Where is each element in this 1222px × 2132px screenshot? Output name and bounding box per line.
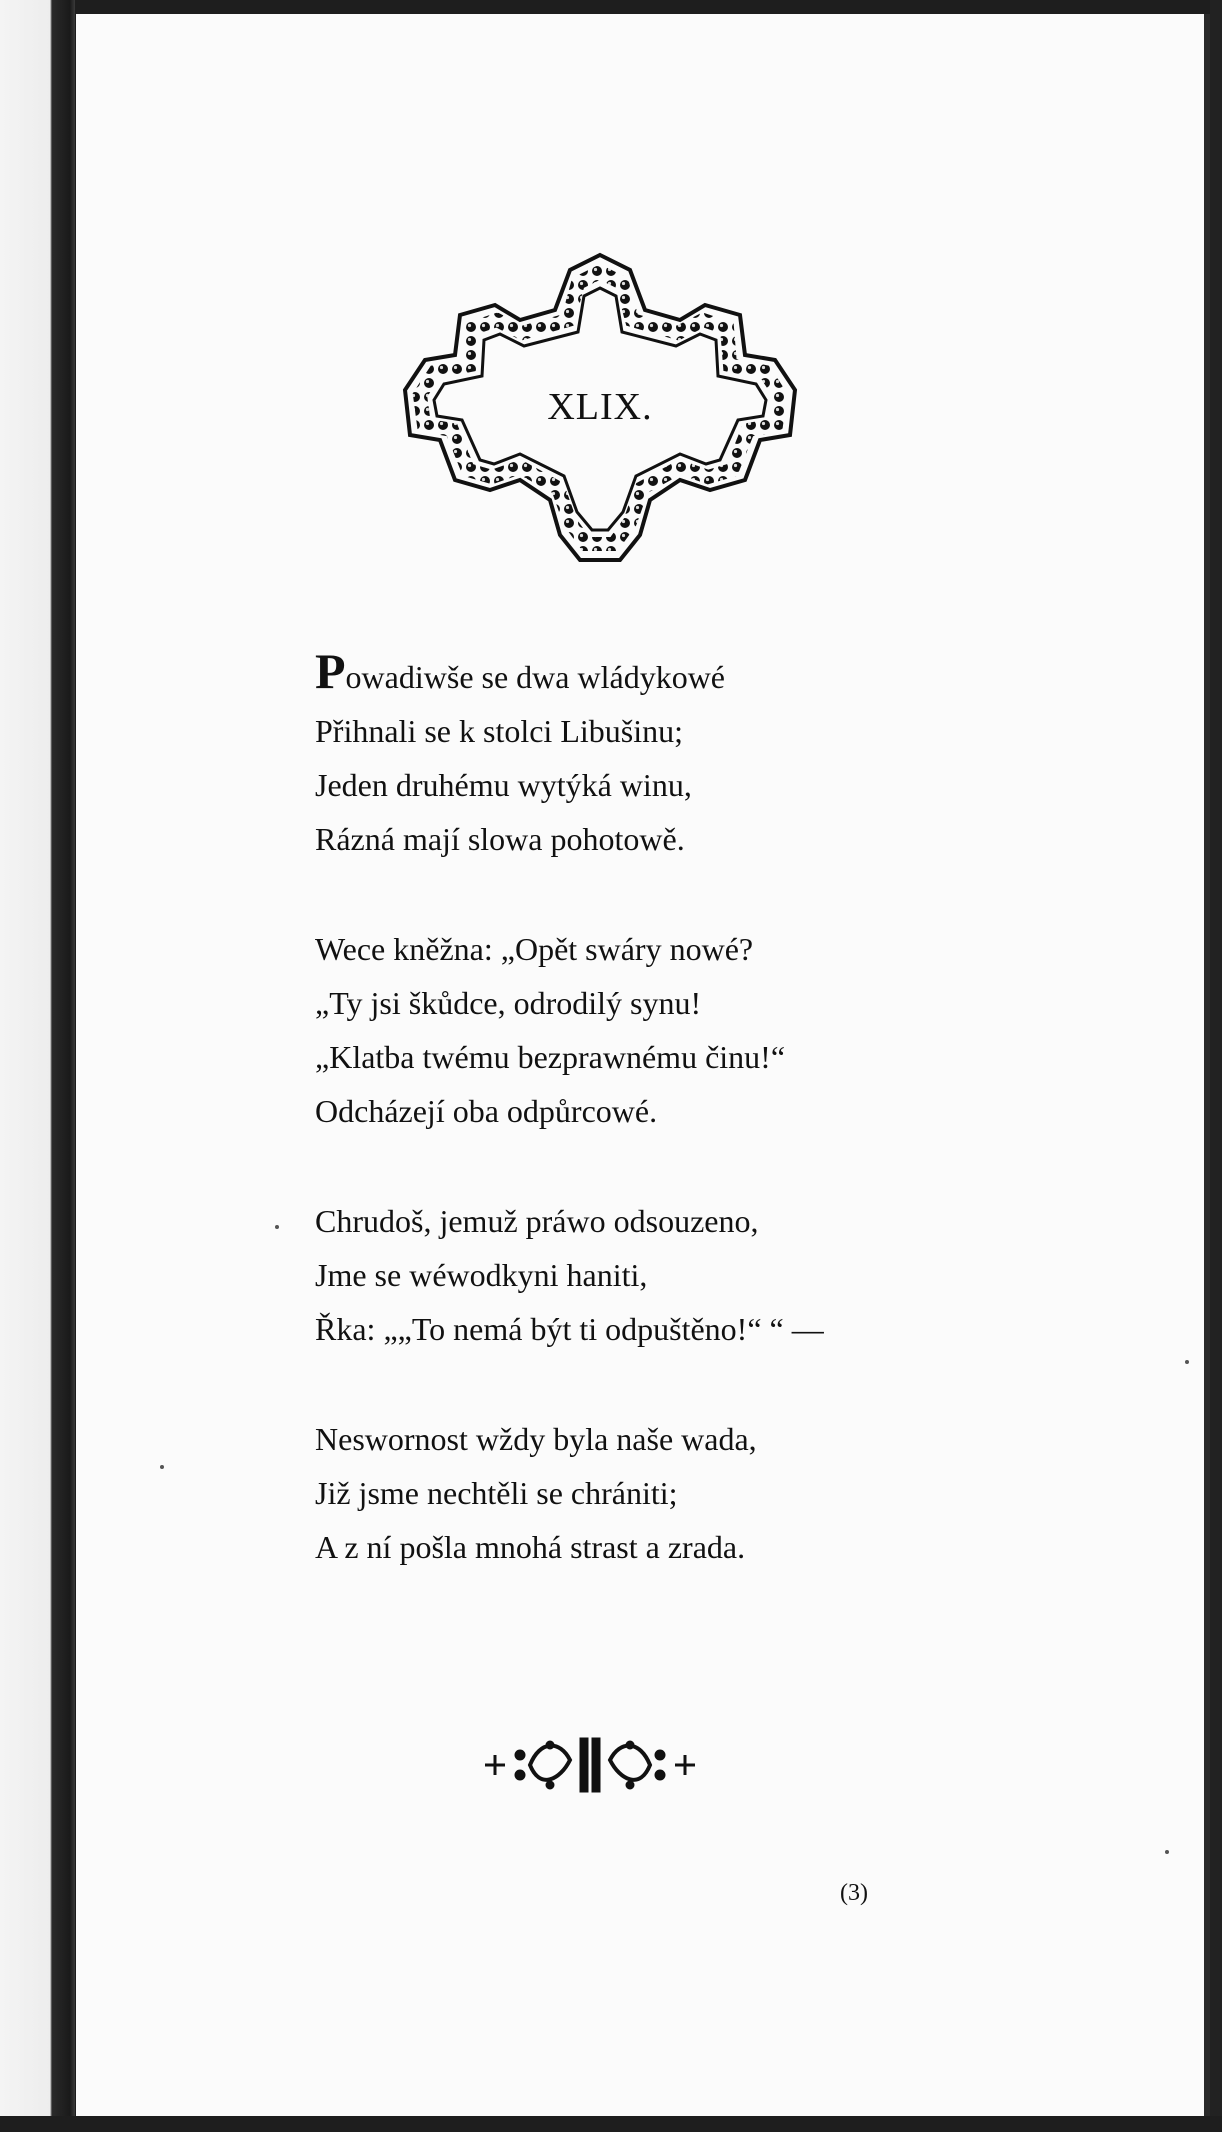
tailpiece-ornament [480,1730,700,1800]
poem-line: Odcházejí oba odpůrcowé. [315,1093,658,1129]
stanza-2 [315,922,1035,1138]
poem-line: Již jsme nechtěli se chrániti; [315,1475,678,1511]
poem-line: Jeden druhému wytýká winu, [315,767,692,803]
stanza-4 [315,1412,1035,1574]
poem-line: Řka: „„To nemá být ti odpuštěno!“ “ — [315,1311,824,1347]
scan-top-edge [0,0,1222,14]
scan-speck [160,1465,164,1469]
book-binding [0,0,75,2132]
scan-speck [1165,1850,1169,1854]
poem-line: Jme se wéwodkyni haniti, [315,1257,648,1293]
poem-line-text: owadiwše se dwa wládykowé [345,659,725,695]
page-number: (3) [840,1880,868,1906]
floral-tailpiece-ornament-icon [480,1730,700,1800]
poem-line [315,643,1035,704]
poem-line: A z ní pošla mnohá strast a zrada. [315,1529,746,1565]
poem-line: Chrudoš, jemuž práwo odsouzeno, [315,1203,759,1239]
poem-line: Neswornost wždy byla naše wada, [315,1421,757,1457]
scan-speck [275,1225,279,1229]
poem-line: Wece kněžna: „Opět swáry nowé? [315,931,754,967]
poem-line: „Klatba twému bezprawnému činu!“ [315,1039,786,1075]
poem-line: Přihnali se k stolci Libušinu; [315,713,683,749]
poem-body [315,643,1035,1630]
scan-bottom-edge [0,2116,1222,2132]
scan-right-edge [1210,0,1222,2132]
stanza-3 [315,1194,1035,1356]
stanza-1 [315,643,1035,866]
poem-line: „Ty jsi škůdce, odrodilý synu! [315,985,702,1021]
scan-speck [1185,1360,1189,1364]
drop-cap: P [315,643,346,699]
poem-line: Rázná mají slowa pohotowě. [315,821,685,857]
chapter-number: XLIX. [547,386,653,428]
chapter-ornament [380,250,820,570]
